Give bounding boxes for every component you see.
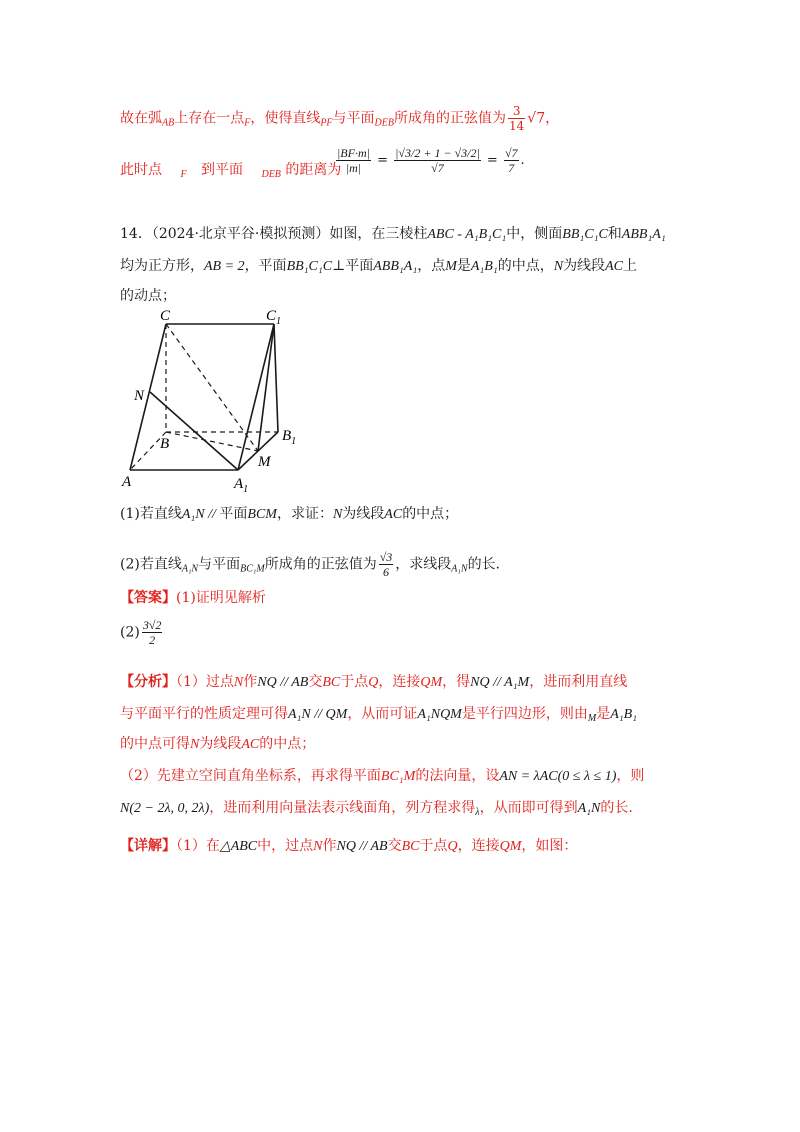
analysis-line-3: 的中点可得N为线段AC的中点；	[120, 736, 316, 752]
conclusion-line-1: 故在弧$_{AB}$上存在一点$_F$，使得直线$_{PF}$与平面$_{DEB}$所成角的正弦值为 $\frac{3}{14}$ √7，	[120, 104, 560, 133]
analysis-line-5: N(2 − 2λ, 0, 2λ)，进而利用向量法表示线面角，列方程求得$_\lambda$，从而即可得到A₁N的长.	[120, 800, 633, 818]
label-A1: $A_1$	[234, 476, 249, 495]
detail-line-1: 【详解】（1）在△ABC中，过点N作NQ // AB交BC于点Q，连接QM，如图：	[120, 838, 578, 854]
analysis-line-2: 与平面平行的性质定理可得A₁N // QM，从而可证A₁NQM是平行四边形，则由$_M$是A₁B₁	[120, 706, 638, 724]
question-1: (1)若直线A₁N // 平面BCM，求证：N为线段AC的中点；	[120, 506, 459, 522]
prism-figure	[110, 300, 310, 500]
answer-2: (2) $\frac{3√2}{2}$	[120, 618, 162, 647]
problem-14-line-2: 均为正方形，AB = 2，平面BB₁C₁C⊥平面ABB₁A₁，点M是A₁B₁的中点，N为线段AC上	[120, 258, 637, 274]
problem-14-line-3: 的动点；	[120, 288, 176, 304]
label-B: B	[160, 436, 170, 452]
fraction: $\frac{3}{14}$	[509, 104, 525, 133]
label-B1: $B_1$	[282, 428, 297, 447]
label-M: M	[258, 454, 271, 470]
analysis-line-4: （2）先建立空间直角坐标系，再求得平面BC₁M的法向量，设AN = λAC(0 ≤ λ ≤ 1)，则	[120, 768, 645, 784]
label-N: N	[134, 388, 145, 404]
label-C: C	[160, 308, 171, 324]
answer-label: 【答案】(1)证明见解析	[120, 590, 266, 606]
conclusion-line-2: 此时点 $_F$ 到平面 $_{DEB}$ 的距离为	[120, 162, 342, 180]
problem-14-line-1: 14．（2024·北京平谷·模拟预测）如图，在三棱柱ABC - A₁B₁C₁中，侧面BB₁C₁C和ABB₁A₁	[120, 226, 666, 242]
distance-formula: $\frac{|BF\cdot m|}{|m|}$ = $\frac{|√3/2 + 1 - √3/2|}{√7}$ = $\frac{√7}{7}$ .	[337, 146, 525, 175]
label-A: A	[122, 474, 132, 490]
label-C1: $C_1$	[266, 308, 282, 327]
question-2: (2)若直线$_{A_1N}$与平面$_{BC_1M}$所成角的正弦值为 $\frac{√3}{6}$ ，求线段$_{A_1N}$的长.	[120, 550, 501, 579]
analysis-line-1: 【分析】（1）过点N作NQ // AB交BC于点Q，连接QM，得NQ // A₁M，进而利用直线	[120, 674, 628, 690]
